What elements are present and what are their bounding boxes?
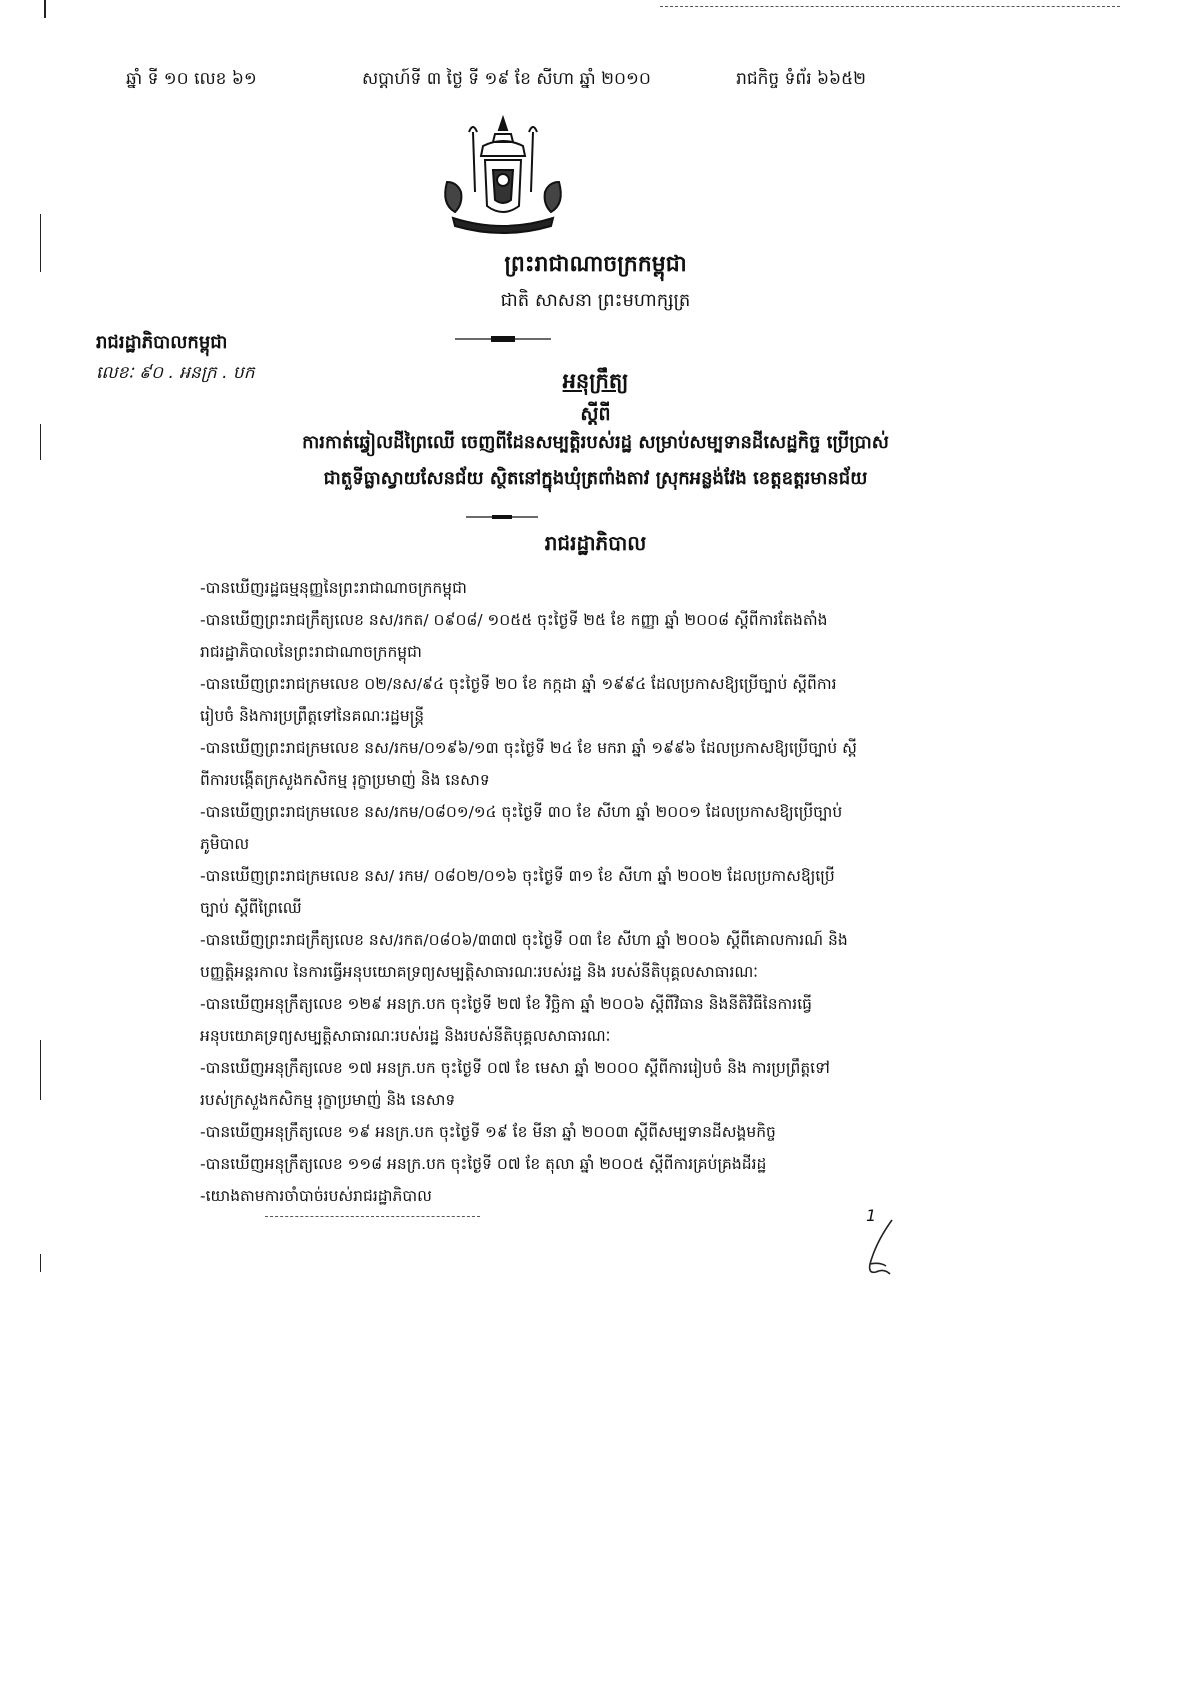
- ornament-divider-icon: [455, 334, 551, 344]
- reference-line: ច្បាប់ ស្តីពីព្រៃឈើ: [200, 899, 302, 917]
- reference-number: លេខៈ ៩០ . អនក្រ . បក: [96, 363, 255, 383]
- reference-line: -បានឃើញព្រះរាជក្រមលេខ ០២/នស/៩៤ ចុះថ្ងៃទី ២០ ខែ កក្កដា ឆ្នាំ ១៩៩៤ ដែលប្រកាសឱ្យប្រើច្បាប់ ស្តីពីការ: [200, 675, 837, 693]
- signature-initial-icon: [862, 1216, 908, 1280]
- reference-line: -បានឃើញព្រះរាជក្រឹត្យលេខ នស/រកត/ ០៩០៨/ ១០៥៥ ចុះថ្ងៃទី ២៥ ខែ កញ្ញា ឆ្នាំ ២០០៨ ស្តីពីការតែងតាំង: [200, 611, 828, 629]
- scan-edge-line: [40, 1040, 41, 1100]
- reference-line: -បានឃើញព្រះរាជក្រមលេខ នស/រកម/០៨០១/១៤ ចុះថ្ងៃទី ៣០ ខែ សីហា ឆ្នាំ ២០០១ ដែលប្រកាសឱ្យប្រើច្បាប់: [200, 803, 843, 821]
- reference-line: រាជរដ្ឋាភិបាលនៃព្រះរាជាណាចក្រកម្ពុជា: [200, 643, 422, 661]
- kingdom-name: ព្រះរាជាណាចក្រកម្ពុជា: [504, 252, 687, 277]
- document-title-line: ការកាត់ឆ្វៀលដីព្រៃឈើ ចេញពីដែនសម្បត្តិរបស់រដ្ឋ សម្រាប់សម្បទានដីសេដ្ឋកិច្ច ប្រើប្រាស់: [302, 432, 889, 453]
- national-motto: ជាតិ សាសនា ព្រះមហាក្សត្រ: [500, 290, 691, 311]
- reference-line: របស់ក្រសួងកសិកម្ម រុក្ខាប្រមាញ់ និង នេសាទ: [200, 1091, 456, 1109]
- reference-line: បញ្ញត្តិអន្តរកាល នៃការធ្វើអនុបយោគទ្រព្យសម្បត្តិសាធារណៈរបស់រដ្ឋ និង របស់នីតិបុគ្គលសាធារណៈ: [200, 963, 759, 981]
- gazette-header: [126, 68, 866, 94]
- royal-coat-of-arms-icon: [433, 112, 573, 237]
- reference-line: អនុបយោគទ្រព្យសម្បត្តិសាធារណៈរបស់រដ្ឋ និងរបស់នីតិបុគ្គលសាធារណៈ: [200, 1027, 611, 1045]
- reference-line: រៀបចំ និងការប្រព្រឹត្តទៅនៃគណៈរដ្ឋមន្ត្រី: [200, 707, 425, 725]
- reference-line: ភូមិបាល: [200, 835, 250, 853]
- scan-dotted-line: [660, 6, 1120, 7]
- gazette-page-number: រាជកិច្ច ទំព័រ ៦៦៥២: [736, 69, 866, 89]
- reference-line: -បានឃើញព្រះរាជក្រមលេខ នស/រកម/០១៩៦/១៣ ចុះថ្ងៃទី ២៤ ខែ មករា ឆ្នាំ ១៩៩៦ ដែលប្រកាសឱ្យប្រើច្បាប់ ស្តី: [200, 739, 857, 757]
- reference-line: -យោងតាមការចាំបាច់របស់រាជរដ្ឋាភិបាល: [200, 1187, 432, 1205]
- gazette-year-issue: ឆ្នាំ ទី ១០ លេខ ៦១: [126, 69, 257, 89]
- reference-line: ពីការបង្កើតក្រសួងកសិកម្ម រុក្ខាប្រមាញ់ និង នេសាទ: [200, 771, 490, 789]
- reference-line: -បានឃើញអនុក្រឹត្យលេខ ១៩ អនក្រ.បក ចុះថ្ងៃទី ១៩ ខែ មីនា ឆ្នាំ ២០០៣ ស្តីពីសម្បទានដីសង្គមកិច្ច: [200, 1123, 776, 1141]
- reference-line: -បានឃើញព្រះរាជក្រមលេខ នស/ រកម/ ០៨០២/០១៦ ចុះថ្ងៃទី ៣១ ខែ សីហា ឆ្នាំ ២០០២ ដែលប្រកាសឱ្យប្រើ: [200, 867, 835, 885]
- reference-line: -បានឃើញអនុក្រឹត្យលេខ ១២៩ អនក្រ.បក ចុះថ្ងៃទី ២៧ ខែ វិច្ឆិកា ឆ្នាំ ២០០៦ ស្តីពីវិធាន និងនីតិវិធីនៃការធ្វើ: [200, 995, 812, 1013]
- gazette-date: សប្តាហ៍ទី ៣ ថ្ងៃ ទី ១៩ ខែ សីហា ឆ្នាំ ២០១០: [362, 69, 651, 89]
- reference-line: -បានឃើញអនុក្រឹត្យលេខ ១១៨ អនក្រ.បក ចុះថ្ងៃទី ០៧ ខែ តុលា ឆ្នាំ ២០០៥ ស្តីពីការគ្រប់គ្រងដីរដ្ឋ: [200, 1155, 767, 1173]
- scan-edge-line: [44, 0, 46, 18]
- page-marker: 1: [866, 1206, 877, 1225]
- ornament-divider-icon: [466, 512, 538, 522]
- subject-label: ស្តីពី: [580, 403, 611, 425]
- document-title-line: ជាតួទីធ្លាស្វាយសែនជ័យ ស្ថិតនៅក្នុងឃុំត្រពាំងតាវ ស្រុកអន្លង់វែង ខេត្តឧត្តរមានជ័យ: [323, 468, 868, 489]
- issuing-body-heading: រាជរដ្ឋាភិបាល: [544, 531, 647, 555]
- reference-line: -បានឃើញព្រះរាជក្រឹត្យលេខ នស/រកត/០៨០៦/៣៣៧ ចុះថ្ងៃទី ០៣ ខែ សីហា ឆ្នាំ ២០០៦ ស្តីពីគោលការណ៍ និង: [200, 931, 848, 949]
- issuing-government: រាជរដ្ឋាភិបាលកម្ពុជា: [96, 332, 228, 353]
- reference-line: -បានឃើញរដ្ឋធម្មនុញ្ញនៃព្រះរាជាណាចក្រកម្ពុជា: [200, 579, 467, 597]
- reference-line: -បានឃើញអនុក្រឹត្យលេខ ១៧ អនក្រ.បក ចុះថ្ងៃទី ០៧ ខែ មេសា ឆ្នាំ ២០០០ ស្តីពីការរៀបចំ និង ការប្រព្រឹត្តទៅ: [200, 1059, 830, 1077]
- document-type: អនុក្រឹត្យ: [562, 369, 629, 393]
- legal-references-list: [200, 572, 890, 1212]
- footer-divider: [265, 1216, 480, 1217]
- scan-edge-line: [40, 1254, 41, 1272]
